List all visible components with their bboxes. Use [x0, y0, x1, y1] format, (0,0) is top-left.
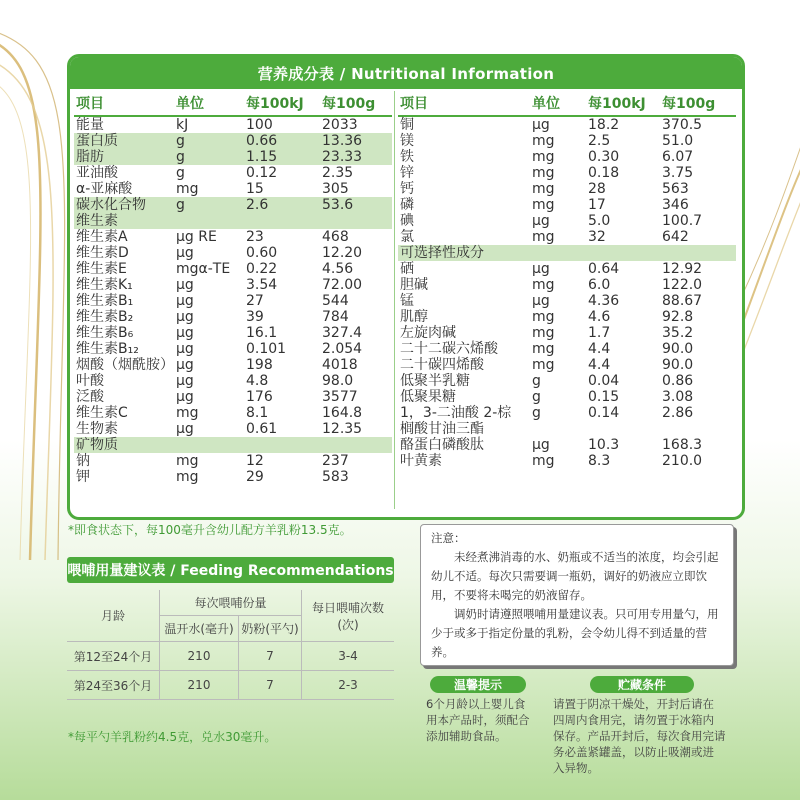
- per-100kj-cell: 5.0: [588, 213, 611, 229]
- header-per-100kj: 每100kJ: [246, 96, 304, 112]
- item-cell: 维生素B₆: [76, 325, 134, 341]
- table-row: [398, 357, 736, 373]
- table-row: [74, 373, 392, 389]
- per-100g-cell: 2.86: [662, 405, 694, 421]
- per-100g-cell: 3.75: [662, 165, 694, 181]
- per-100kj-cell: 4.4: [588, 357, 611, 373]
- table-row: [398, 293, 736, 309]
- per-100g-cell: 210.0: [662, 453, 703, 469]
- storage-badge: 贮藏条件: [590, 676, 694, 693]
- unit-cell: g: [176, 149, 185, 165]
- unit-cell: mg: [532, 357, 555, 373]
- per-100g-cell: 6.07: [662, 149, 694, 165]
- nutrition-title: 营养成分表 / Nutritional Information: [70, 57, 742, 89]
- unit-cell: mg: [176, 453, 199, 469]
- per-100kj-cell: 4.6: [588, 309, 611, 325]
- water-header: 温开水(毫升): [160, 616, 239, 642]
- per-100g-cell: 2.054: [322, 341, 363, 357]
- table-row: [398, 245, 736, 261]
- powder-cell: 7: [239, 642, 302, 671]
- table-row: [74, 117, 392, 133]
- unit-cell: mg: [532, 133, 555, 149]
- storage-line: 请置于阴凉干燥处，开封后请在: [553, 697, 714, 711]
- item-cell: 叶酸: [76, 373, 104, 389]
- unit-cell: mg: [532, 309, 555, 325]
- item-cell: 维生素E: [76, 261, 127, 277]
- per-100g-cell: 0.86: [662, 373, 694, 389]
- per-100g-cell: 53.6: [322, 197, 354, 213]
- column-divider: [394, 91, 395, 509]
- item-cell: 维生素D: [76, 245, 129, 261]
- unit-cell: μg: [176, 341, 194, 357]
- water-cell: 210: [160, 642, 239, 671]
- item-cell: 维生素K₁: [76, 277, 133, 293]
- unit-cell: g: [532, 405, 541, 421]
- unit-cell: μg: [532, 261, 550, 277]
- table-row: [74, 357, 392, 373]
- item-cell: 铁: [400, 149, 414, 165]
- per-100kj-cell: 17: [588, 197, 606, 213]
- item-cell: 碘: [400, 213, 414, 229]
- per-100kj-cell: 1.7: [588, 325, 611, 341]
- unit-cell: μg: [176, 357, 194, 373]
- per-100g-cell: 51.0: [662, 133, 694, 149]
- per-100kj-cell: 0.18: [588, 165, 620, 181]
- per-100kj-cell: 27: [246, 293, 264, 309]
- table-header: [74, 91, 392, 117]
- table-row: [74, 341, 392, 357]
- per-100g-cell: 370.5: [662, 117, 703, 133]
- per-100g-cell: 346: [662, 197, 689, 213]
- unit-cell: g: [532, 373, 541, 389]
- table-row: [398, 453, 736, 469]
- amount-header: 每次喂哺份量: [160, 590, 302, 616]
- item-cell: α-亚麻酸: [76, 181, 133, 197]
- table-row: [398, 373, 736, 389]
- notice-title: 注意：: [431, 531, 466, 545]
- per-100g-cell: 90.0: [662, 341, 694, 357]
- per-100kj-cell: 12: [246, 453, 264, 469]
- unit-cell: μg: [176, 373, 194, 389]
- item-cell: 生物素: [76, 421, 118, 437]
- per-100kj-cell: 32: [588, 229, 606, 245]
- item-cell: 左旋肉碱: [400, 325, 456, 341]
- item-cell: 1，3-二油酸 2-棕: [400, 405, 512, 421]
- unit-cell: mg: [176, 405, 199, 421]
- item-cell: 亚油酸: [76, 165, 118, 181]
- item-cell: 碳水化合物: [76, 197, 146, 213]
- item-cell: 低聚果糖: [400, 389, 456, 405]
- unit-cell: μg RE: [176, 229, 217, 245]
- per-100kj-cell: 18.2: [588, 117, 620, 133]
- table-row: [74, 181, 392, 197]
- unit-cell: mg: [532, 181, 555, 197]
- item-cell: 肌醇: [400, 309, 428, 325]
- table-row: [74, 165, 392, 181]
- unit-cell: mg: [532, 341, 555, 357]
- item-cell: 矿物质: [76, 437, 118, 453]
- storage-line: 四周内食用完，请勿置于冰箱内: [553, 713, 714, 727]
- per-100g-cell: 468: [322, 229, 349, 245]
- item-cell: 铜: [400, 117, 414, 133]
- unit-cell: g: [532, 389, 541, 405]
- item-cell: 二十碳四烯酸: [400, 357, 484, 373]
- unit-cell: g: [176, 197, 185, 213]
- unit-cell: mg: [532, 277, 555, 293]
- feeding-footnote: *每平勺羊乳粉约4.5克，兑水30毫升。: [68, 730, 277, 744]
- notice-box: [420, 524, 734, 666]
- per-100kj-cell: 4.4: [588, 341, 611, 357]
- table-row: [398, 389, 736, 405]
- item-cell: 二十二碳六烯酸: [400, 341, 498, 357]
- per-100kj-cell: 0.14: [588, 405, 620, 421]
- item-cell: 榈酸甘油三酯: [400, 421, 484, 437]
- per-100g-cell: 92.8: [662, 309, 694, 325]
- times-cell: 3-4: [302, 642, 395, 671]
- per-100g-cell: 544: [322, 293, 349, 309]
- per-100kj-cell: 6.0: [588, 277, 611, 293]
- unit-cell: μg: [176, 389, 194, 405]
- table-row: [74, 277, 392, 293]
- feeding-title: 喂哺用量建议表 / Feeding Recommendations: [67, 557, 394, 583]
- table-row: [74, 261, 392, 277]
- item-cell: 氯: [400, 229, 414, 245]
- notice-paragraph-1: 未经煮沸消毒的水、奶瓶或不适当的浓度，均会引起幼儿不适。每次只需要调一瓶奶，调好的奶液应立即饮用，不要将未喝完的奶液留存。: [431, 550, 719, 602]
- unit-cell: kJ: [176, 117, 189, 133]
- per-100kj-cell: 4.36: [588, 293, 620, 309]
- storage-text: [553, 696, 726, 776]
- table-row: [74, 133, 392, 149]
- item-cell: 蛋白质: [76, 133, 118, 149]
- table-row: [398, 133, 736, 149]
- times-header: 每日喂哺次数(次): [302, 590, 395, 642]
- per-100kj-cell: 0.22: [246, 261, 278, 277]
- per-100g-cell: 164.8: [322, 405, 363, 421]
- unit-cell: mg: [532, 229, 555, 245]
- table-row: [74, 389, 392, 405]
- item-cell: 维生素B₁: [76, 293, 134, 309]
- per-100kj-cell: 8.1: [246, 405, 269, 421]
- per-100g-cell: 642: [662, 229, 689, 245]
- unit-cell: mg: [532, 325, 555, 341]
- unit-cell: mg: [176, 181, 199, 197]
- unit-cell: μg: [176, 245, 194, 261]
- table-row: [398, 149, 736, 165]
- notice-paragraph-2: 调奶时请遵照喂哺用量建议表。只可用专用量勺，用少于或多于指定份量的乳粉，会令幼儿得不到适量的营养。: [431, 607, 719, 659]
- per-100kj-cell: 0.60: [246, 245, 278, 261]
- per-100g-cell: 122.0: [662, 277, 703, 293]
- table-row: [398, 117, 736, 133]
- table-row: [74, 437, 392, 453]
- age-cell: 第24至36个月: [67, 671, 160, 700]
- per-100g-cell: 98.0: [322, 373, 354, 389]
- table-row: [67, 642, 394, 671]
- per-100g-cell: 327.4: [322, 325, 363, 341]
- table-row: [74, 405, 392, 421]
- tips-line: 用本产品时，须配合: [426, 713, 530, 727]
- per-100g-cell: 237: [322, 453, 349, 469]
- unit-cell: mg: [176, 469, 199, 485]
- header-per-100g: 每100g: [322, 96, 376, 112]
- header-per-100kj: 每100kJ: [588, 96, 646, 112]
- per-100g-cell: 3.08: [662, 389, 694, 405]
- right-rows: [398, 117, 736, 469]
- unit-cell: μg: [176, 277, 194, 293]
- table-row: [74, 149, 392, 165]
- table-row: [74, 309, 392, 325]
- tips-line: 添加辅助食品。: [426, 729, 507, 743]
- item-cell: 叶黄素: [400, 453, 442, 469]
- per-100g-cell: 784: [322, 309, 349, 325]
- unit-cell: μg: [532, 213, 550, 229]
- table-row: [398, 261, 736, 277]
- nutrition-panel: [67, 54, 745, 520]
- per-100kj-cell: 10.3: [588, 437, 620, 453]
- per-100g-cell: 13.36: [322, 133, 363, 149]
- header-per-100g: 每100g: [662, 96, 716, 112]
- per-100kj-cell: 2.5: [588, 133, 611, 149]
- per-100kj-cell: 100: [246, 117, 273, 133]
- per-100kj-cell: 4.8: [246, 373, 269, 389]
- table-row: [74, 469, 392, 485]
- table-row: [74, 421, 392, 437]
- table-row: [398, 181, 736, 197]
- age-cell: 第12至24个月: [67, 642, 160, 671]
- unit-cell: μg: [176, 421, 194, 437]
- water-cell: 210: [160, 671, 239, 700]
- per-100g-cell: 88.67: [662, 293, 703, 309]
- per-100g-cell: 12.35: [322, 421, 363, 437]
- powder-cell: 7: [239, 671, 302, 700]
- table-row: [67, 671, 394, 700]
- per-100g-cell: 2033: [322, 117, 358, 133]
- tips-line: 6个月龄以上婴儿食: [426, 697, 526, 711]
- item-cell: 维生素B₂: [76, 309, 134, 325]
- item-cell: 酪蛋白磷酸肽: [400, 437, 484, 453]
- unit-cell: mg: [532, 197, 555, 213]
- storage-line: 保存。产品开封后，每次食用完请: [553, 729, 726, 743]
- table-row: [74, 229, 392, 245]
- times-cell: 2-3: [302, 671, 395, 700]
- per-100g-cell: 23.33: [322, 149, 363, 165]
- feeding-table: [67, 590, 394, 700]
- item-cell: 可选择性成分: [400, 245, 484, 261]
- unit-cell: μg: [532, 437, 550, 453]
- item-cell: 锌: [400, 165, 414, 181]
- item-cell: 钙: [400, 181, 414, 197]
- per-100g-cell: 305: [322, 181, 349, 197]
- item-cell: 钠: [76, 453, 90, 469]
- tips-text: [426, 696, 530, 744]
- item-cell: 硒: [400, 261, 414, 277]
- left-rows: [74, 117, 392, 485]
- per-100kj-cell: 0.61: [246, 421, 278, 437]
- nutrition-left-table: [74, 91, 392, 485]
- per-100g-cell: 168.3: [662, 437, 703, 453]
- table-row: [398, 421, 736, 437]
- table-row: [398, 213, 736, 229]
- unit-cell: mg: [532, 165, 555, 181]
- per-100g-cell: 72.00: [322, 277, 363, 293]
- per-100g-cell: 4.56: [322, 261, 354, 277]
- unit-cell: μg: [532, 293, 550, 309]
- per-100g-cell: 583: [322, 469, 349, 485]
- per-100g-cell: 563: [662, 181, 689, 197]
- per-100kj-cell: 0.30: [588, 149, 620, 165]
- table-row: [74, 213, 392, 229]
- per-100kj-cell: 15: [246, 181, 264, 197]
- item-cell: 维生素: [76, 213, 118, 229]
- unit-cell: μg: [532, 117, 550, 133]
- per-100kj-cell: 0.101: [246, 341, 287, 357]
- per-100kj-cell: 176: [246, 389, 273, 405]
- per-100g-cell: 100.7: [662, 213, 703, 229]
- per-100kj-cell: 198: [246, 357, 273, 373]
- per-100kj-cell: 1.15: [246, 149, 278, 165]
- table-row: [398, 325, 736, 341]
- per-100kj-cell: 0.64: [588, 261, 620, 277]
- storage-line: 入异物。: [553, 761, 599, 775]
- table-row: [74, 453, 392, 469]
- per-100kj-cell: 28: [588, 181, 606, 197]
- table-row: [398, 197, 736, 213]
- table-row: [398, 277, 736, 293]
- item-cell: 低聚半乳糖: [400, 373, 470, 389]
- per-100g-cell: 12.92: [662, 261, 703, 277]
- table-row: [398, 437, 736, 453]
- item-cell: 脂肪: [76, 149, 104, 165]
- nutrition-footnote: *即食状态下，每100毫升含幼儿配方羊乳粉13.5克。: [68, 523, 352, 537]
- header-item: 项目: [400, 96, 428, 112]
- item-cell: 烟酸（烟酰胺）: [76, 357, 174, 373]
- item-cell: 锰: [400, 293, 414, 309]
- item-cell: 维生素A: [76, 229, 128, 245]
- per-100kj-cell: 0.12: [246, 165, 278, 181]
- per-100kj-cell: 16.1: [246, 325, 278, 341]
- unit-cell: mgα-TE: [176, 261, 231, 277]
- table-row: [398, 405, 736, 421]
- unit-cell: mg: [532, 149, 555, 165]
- table-row: [74, 325, 392, 341]
- unit-cell: μg: [176, 309, 194, 325]
- per-100kj-cell: 0.04: [588, 373, 620, 389]
- per-100g-cell: 90.0: [662, 357, 694, 373]
- item-cell: 能量: [76, 117, 104, 133]
- header-unit: 单位: [176, 96, 204, 112]
- table-header: [398, 91, 736, 117]
- table-row: [74, 197, 392, 213]
- unit-cell: μg: [176, 293, 194, 309]
- per-100kj-cell: 39: [246, 309, 264, 325]
- table-row: [74, 245, 392, 261]
- item-cell: 镁: [400, 133, 414, 149]
- table-row: [74, 293, 392, 309]
- per-100kj-cell: 8.3: [588, 453, 611, 469]
- per-100kj-cell: 29: [246, 469, 264, 485]
- table-row: [398, 309, 736, 325]
- table-row: [398, 341, 736, 357]
- age-header: 月龄: [67, 590, 160, 642]
- unit-cell: g: [176, 133, 185, 149]
- table-row: [398, 229, 736, 245]
- per-100g-cell: 35.2: [662, 325, 694, 341]
- powder-header: 奶粉(平勺): [239, 616, 302, 642]
- item-cell: 钾: [76, 469, 90, 485]
- header-item: 项目: [76, 96, 104, 112]
- header-unit: 单位: [532, 96, 560, 112]
- item-cell: 维生素C: [76, 405, 128, 421]
- unit-cell: mg: [532, 453, 555, 469]
- per-100g-cell: 3577: [322, 389, 358, 405]
- per-100g-cell: 2.35: [322, 165, 354, 181]
- per-100g-cell: 4018: [322, 357, 358, 373]
- table-row: [398, 165, 736, 181]
- per-100kj-cell: 23: [246, 229, 264, 245]
- unit-cell: μg: [176, 325, 194, 341]
- per-100kj-cell: 0.15: [588, 389, 620, 405]
- per-100kj-cell: 2.6: [246, 197, 269, 213]
- unit-cell: g: [176, 165, 185, 181]
- per-100g-cell: 12.20: [322, 245, 363, 261]
- tips-badge: 温馨提示: [430, 676, 526, 693]
- item-cell: 胆碱: [400, 277, 428, 293]
- storage-line: 务必盖紧罐盖，以防止吸潮或进: [553, 745, 714, 759]
- item-cell: 泛酸: [76, 389, 104, 405]
- item-cell: 磷: [400, 197, 414, 213]
- nutrition-right-table: [398, 91, 736, 469]
- per-100kj-cell: 3.54: [246, 277, 278, 293]
- per-100kj-cell: 0.66: [246, 133, 278, 149]
- item-cell: 维生素B₁₂: [76, 341, 139, 357]
